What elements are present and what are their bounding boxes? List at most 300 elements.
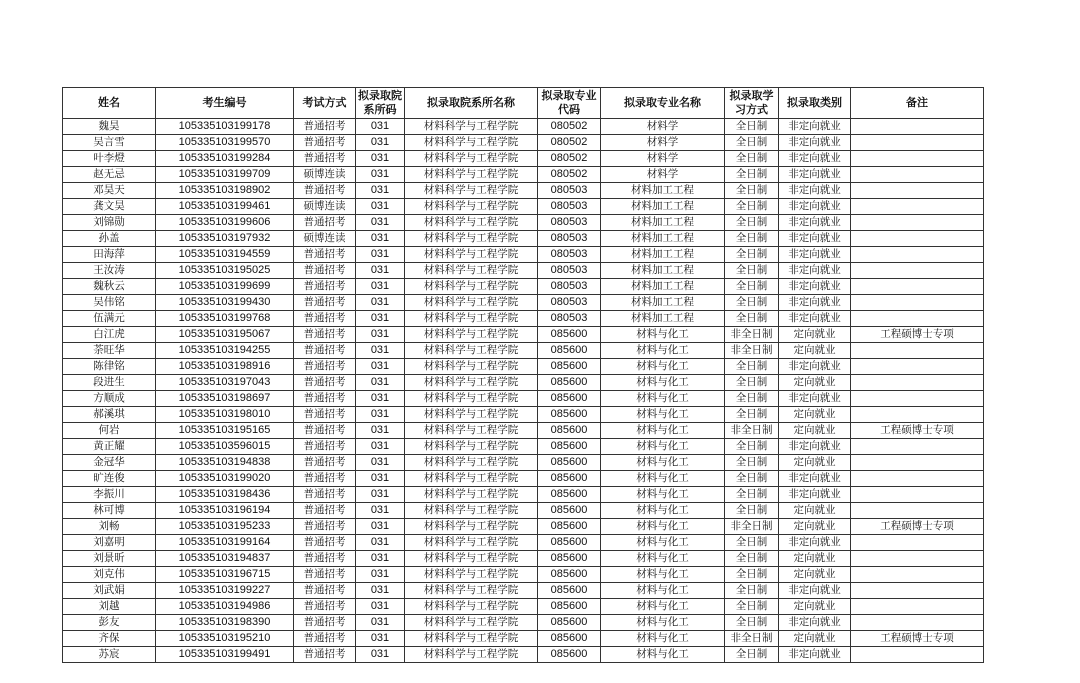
cell-name: 赵无忌 <box>63 167 156 183</box>
table-row <box>63 295 984 311</box>
table-row <box>63 199 984 215</box>
cell-category: 定向就业 <box>779 567 851 583</box>
cell-major-code: 080503 <box>538 215 601 231</box>
cell-exam-method: 普通招考 <box>294 407 356 423</box>
cell-name: 荼旺华 <box>63 343 156 359</box>
cell-exam-method: 普通招考 <box>294 551 356 567</box>
cell-remark <box>851 455 984 471</box>
cell-study-mode: 全日制 <box>725 167 779 183</box>
cell-major-name: 材料加工工程 <box>601 183 725 199</box>
cell-exam-id: 105335103198010 <box>156 407 294 423</box>
cell-exam-method: 普通招考 <box>294 455 356 471</box>
cell-exam-method: 普通招考 <box>294 583 356 599</box>
table-row <box>63 231 984 247</box>
cell-exam-method: 普通招考 <box>294 567 356 583</box>
cell-study-mode: 全日制 <box>725 247 779 263</box>
cell-category: 非定向就业 <box>779 439 851 455</box>
cell-name: 郝溪琪 <box>63 407 156 423</box>
cell-study-mode: 全日制 <box>725 119 779 135</box>
cell-category: 非定向就业 <box>779 263 851 279</box>
cell-dept-code: 031 <box>356 151 405 167</box>
cell-remark <box>851 295 984 311</box>
cell-dept-code: 031 <box>356 167 405 183</box>
cell-dept-code: 031 <box>356 503 405 519</box>
cell-remark <box>851 407 984 423</box>
cell-major-code: 085600 <box>538 455 601 471</box>
cell-dept-code: 031 <box>356 551 405 567</box>
cell-exam-method: 普通招考 <box>294 343 356 359</box>
cell-exam-id: 105335103199570 <box>156 135 294 151</box>
header-name: 姓名 <box>63 88 156 119</box>
cell-exam-method: 普通招考 <box>294 295 356 311</box>
cell-study-mode: 全日制 <box>725 279 779 295</box>
cell-category: 定向就业 <box>779 503 851 519</box>
header-exam-method: 考试方式 <box>294 88 356 119</box>
cell-dept-name: 材料科学与工程学院 <box>405 151 538 167</box>
cell-study-mode: 全日制 <box>725 615 779 631</box>
cell-major-name: 材料与化工 <box>601 423 725 439</box>
cell-category: 非定向就业 <box>779 231 851 247</box>
cell-major-name: 材料与化工 <box>601 647 725 663</box>
cell-remark <box>851 215 984 231</box>
cell-remark <box>851 135 984 151</box>
cell-remark <box>851 279 984 295</box>
cell-category: 非定向就业 <box>779 215 851 231</box>
cell-dept-name: 材料科学与工程学院 <box>405 215 538 231</box>
table-body <box>63 119 984 663</box>
table-row <box>63 599 984 615</box>
cell-dept-name: 材料科学与工程学院 <box>405 583 538 599</box>
cell-dept-code: 031 <box>356 135 405 151</box>
cell-exam-method: 普通招考 <box>294 391 356 407</box>
cell-name: 叶李燈 <box>63 151 156 167</box>
cell-remark: 工程硕博士专项 <box>851 327 984 343</box>
cell-remark <box>851 183 984 199</box>
cell-dept-name: 材料科学与工程学院 <box>405 471 538 487</box>
cell-major-code: 085600 <box>538 407 601 423</box>
cell-major-name: 材料与化工 <box>601 487 725 503</box>
cell-dept-name: 材料科学与工程学院 <box>405 423 538 439</box>
cell-dept-name: 材料科学与工程学院 <box>405 343 538 359</box>
cell-remark <box>851 647 984 663</box>
cell-dept-code: 031 <box>356 391 405 407</box>
cell-category: 定向就业 <box>779 631 851 647</box>
cell-major-name: 材料与化工 <box>601 327 725 343</box>
cell-major-code: 085600 <box>538 631 601 647</box>
table-row <box>63 567 984 583</box>
cell-exam-method: 普通招考 <box>294 503 356 519</box>
cell-name: 彭友 <box>63 615 156 631</box>
cell-name: 苏宸 <box>63 647 156 663</box>
cell-name: 田海萍 <box>63 247 156 263</box>
cell-major-code: 085600 <box>538 375 601 391</box>
cell-dept-name: 材料科学与工程学院 <box>405 599 538 615</box>
cell-major-code: 085600 <box>538 503 601 519</box>
cell-category: 非定向就业 <box>779 199 851 215</box>
cell-exam-method: 普通招考 <box>294 279 356 295</box>
cell-major-code: 085600 <box>538 471 601 487</box>
cell-category: 非定向就业 <box>779 295 851 311</box>
cell-category: 非定向就业 <box>779 471 851 487</box>
cell-major-name: 材料加工工程 <box>601 215 725 231</box>
cell-exam-id: 105335103198697 <box>156 391 294 407</box>
cell-remark <box>851 343 984 359</box>
cell-exam-method: 硕博连读 <box>294 231 356 247</box>
cell-name: 李振川 <box>63 487 156 503</box>
cell-dept-name: 材料科学与工程学院 <box>405 503 538 519</box>
cell-major-code: 080503 <box>538 231 601 247</box>
cell-major-name: 材料与化工 <box>601 407 725 423</box>
cell-study-mode: 全日制 <box>725 439 779 455</box>
cell-category: 非定向就业 <box>779 247 851 263</box>
cell-dept-code: 031 <box>356 311 405 327</box>
cell-major-code: 080502 <box>538 151 601 167</box>
cell-exam-id: 105335103194986 <box>156 599 294 615</box>
cell-remark <box>851 263 984 279</box>
cell-name: 金冠华 <box>63 455 156 471</box>
cell-study-mode: 全日制 <box>725 375 779 391</box>
cell-study-mode: 全日制 <box>725 151 779 167</box>
cell-study-mode: 全日制 <box>725 455 779 471</box>
header-major-name: 拟录取专业名称 <box>601 88 725 119</box>
cell-major-name: 材料与化工 <box>601 439 725 455</box>
cell-dept-code: 031 <box>356 295 405 311</box>
table-row <box>63 135 984 151</box>
table-row <box>63 503 984 519</box>
cell-exam-method: 普通招考 <box>294 375 356 391</box>
cell-exam-id: 105335103197043 <box>156 375 294 391</box>
cell-exam-method: 普通招考 <box>294 247 356 263</box>
cell-major-code: 080503 <box>538 183 601 199</box>
cell-dept-code: 031 <box>356 375 405 391</box>
cell-major-code: 080502 <box>538 167 601 183</box>
table-row <box>63 455 984 471</box>
cell-name: 孙盖 <box>63 231 156 247</box>
cell-name: 黄正耀 <box>63 439 156 455</box>
cell-study-mode: 全日制 <box>725 487 779 503</box>
cell-major-name: 材料与化工 <box>601 343 725 359</box>
cell-dept-name: 材料科学与工程学院 <box>405 551 538 567</box>
cell-remark <box>851 615 984 631</box>
cell-dept-code: 031 <box>356 247 405 263</box>
cell-study-mode: 非全日制 <box>725 631 779 647</box>
cell-name: 邓昊天 <box>63 183 156 199</box>
cell-major-name: 材料与化工 <box>601 615 725 631</box>
cell-remark <box>851 471 984 487</box>
cell-major-name: 材料与化工 <box>601 375 725 391</box>
cell-exam-method: 硕博连读 <box>294 199 356 215</box>
cell-exam-id: 105335103195210 <box>156 631 294 647</box>
cell-exam-id: 105335103199164 <box>156 535 294 551</box>
table-row <box>63 583 984 599</box>
cell-category: 定向就业 <box>779 343 851 359</box>
header-dept-name: 拟录取院系所名称 <box>405 88 538 119</box>
cell-remark <box>851 439 984 455</box>
cell-exam-method: 普通招考 <box>294 359 356 375</box>
table-row <box>63 375 984 391</box>
cell-dept-code: 031 <box>356 535 405 551</box>
cell-name: 吴伟铭 <box>63 295 156 311</box>
cell-exam-method: 普通招考 <box>294 535 356 551</box>
cell-name: 旷连俊 <box>63 471 156 487</box>
cell-name: 何岩 <box>63 423 156 439</box>
cell-category: 非定向就业 <box>779 279 851 295</box>
cell-remark <box>851 199 984 215</box>
admission-list-table <box>62 87 984 663</box>
cell-major-name: 材料学 <box>601 135 725 151</box>
cell-major-name: 材料学 <box>601 151 725 167</box>
cell-major-code: 085600 <box>538 487 601 503</box>
cell-dept-code: 031 <box>356 439 405 455</box>
table-row <box>63 471 984 487</box>
table-row <box>63 183 984 199</box>
cell-dept-name: 材料科学与工程学院 <box>405 167 538 183</box>
cell-study-mode: 全日制 <box>725 199 779 215</box>
cell-category: 定向就业 <box>779 551 851 567</box>
cell-major-code: 085600 <box>538 359 601 375</box>
cell-major-code: 085600 <box>538 615 601 631</box>
cell-exam-id: 105335103596015 <box>156 439 294 455</box>
cell-exam-method: 普通招考 <box>294 615 356 631</box>
header-remark: 备注 <box>851 88 984 119</box>
cell-major-name: 材料加工工程 <box>601 279 725 295</box>
cell-name: 龚文昊 <box>63 199 156 215</box>
cell-dept-code: 031 <box>356 647 405 663</box>
cell-remark <box>851 359 984 375</box>
cell-major-name: 材料与化工 <box>601 391 725 407</box>
cell-major-code: 085600 <box>538 551 601 567</box>
cell-dept-name: 材料科学与工程学院 <box>405 615 538 631</box>
cell-dept-code: 031 <box>356 423 405 439</box>
cell-remark: 工程硕博士专项 <box>851 423 984 439</box>
cell-study-mode: 全日制 <box>725 407 779 423</box>
cell-exam-id: 105335103194837 <box>156 551 294 567</box>
cell-exam-id: 105335103198390 <box>156 615 294 631</box>
table-row <box>63 119 984 135</box>
cell-name: 林可博 <box>63 503 156 519</box>
cell-dept-code: 031 <box>356 583 405 599</box>
cell-exam-id: 105335103195025 <box>156 263 294 279</box>
header-category: 拟录取类别 <box>779 88 851 119</box>
table-row <box>63 311 984 327</box>
cell-major-name: 材料加工工程 <box>601 199 725 215</box>
cell-exam-method: 普通招考 <box>294 647 356 663</box>
cell-dept-code: 031 <box>356 183 405 199</box>
cell-major-code: 085600 <box>538 535 601 551</box>
cell-name: 方顺成 <box>63 391 156 407</box>
table-row <box>63 519 984 535</box>
cell-major-code: 085600 <box>538 583 601 599</box>
cell-category: 非定向就业 <box>779 135 851 151</box>
cell-study-mode: 非全日制 <box>725 423 779 439</box>
table-row <box>63 215 984 231</box>
cell-name: 刘武娟 <box>63 583 156 599</box>
cell-major-code: 080503 <box>538 263 601 279</box>
cell-exam-method: 普通招考 <box>294 519 356 535</box>
cell-major-name: 材料加工工程 <box>601 263 725 279</box>
cell-major-name: 材料与化工 <box>601 599 725 615</box>
cell-category: 定向就业 <box>779 455 851 471</box>
cell-major-code: 085600 <box>538 327 601 343</box>
cell-category: 定向就业 <box>779 519 851 535</box>
cell-dept-name: 材料科学与工程学院 <box>405 295 538 311</box>
cell-dept-name: 材料科学与工程学院 <box>405 119 538 135</box>
cell-category: 定向就业 <box>779 375 851 391</box>
cell-major-code: 085600 <box>538 439 601 455</box>
cell-exam-method: 普通招考 <box>294 119 356 135</box>
cell-remark <box>851 567 984 583</box>
cell-remark <box>851 599 984 615</box>
cell-exam-method: 普通招考 <box>294 439 356 455</box>
cell-category: 非定向就业 <box>779 151 851 167</box>
cell-study-mode: 全日制 <box>725 583 779 599</box>
cell-remark <box>851 583 984 599</box>
cell-dept-name: 材料科学与工程学院 <box>405 135 538 151</box>
cell-major-name: 材料与化工 <box>601 631 725 647</box>
table-row <box>63 247 984 263</box>
cell-dept-name: 材料科学与工程学院 <box>405 519 538 535</box>
cell-name: 刘克伟 <box>63 567 156 583</box>
table-row <box>63 151 984 167</box>
cell-remark <box>851 551 984 567</box>
cell-dept-code: 031 <box>356 615 405 631</box>
cell-name: 白江虎 <box>63 327 156 343</box>
cell-study-mode: 全日制 <box>725 647 779 663</box>
table-row <box>63 343 984 359</box>
cell-remark <box>851 391 984 407</box>
cell-category: 非定向就业 <box>779 119 851 135</box>
cell-exam-id: 105335103195067 <box>156 327 294 343</box>
cell-dept-code: 031 <box>356 487 405 503</box>
cell-exam-id: 105335103196715 <box>156 567 294 583</box>
cell-name: 齐保 <box>63 631 156 647</box>
cell-exam-id: 105335103199178 <box>156 119 294 135</box>
cell-category: 定向就业 <box>779 599 851 615</box>
cell-name: 伍满元 <box>63 311 156 327</box>
cell-exam-method: 普通招考 <box>294 423 356 439</box>
cell-study-mode: 全日制 <box>725 135 779 151</box>
cell-remark <box>851 231 984 247</box>
cell-name: 刘越 <box>63 599 156 615</box>
table-row <box>63 263 984 279</box>
cell-exam-method: 普通招考 <box>294 183 356 199</box>
table-row <box>63 167 984 183</box>
cell-exam-id: 105335103199430 <box>156 295 294 311</box>
cell-exam-id: 105335103198902 <box>156 183 294 199</box>
cell-exam-id: 105335103199227 <box>156 583 294 599</box>
cell-dept-code: 031 <box>356 567 405 583</box>
cell-dept-name: 材料科学与工程学院 <box>405 407 538 423</box>
cell-dept-name: 材料科学与工程学院 <box>405 631 538 647</box>
cell-exam-id: 105335103199461 <box>156 199 294 215</box>
table-row <box>63 327 984 343</box>
cell-category: 定向就业 <box>779 327 851 343</box>
cell-exam-id: 105335103199606 <box>156 215 294 231</box>
cell-remark <box>851 503 984 519</box>
cell-exam-method: 普通招考 <box>294 487 356 503</box>
cell-study-mode: 全日制 <box>725 295 779 311</box>
cell-dept-code: 031 <box>356 455 405 471</box>
table-header-row <box>63 88 984 119</box>
cell-exam-id: 105335103199709 <box>156 167 294 183</box>
cell-exam-method: 普通招考 <box>294 311 356 327</box>
cell-exam-method: 普通招考 <box>294 631 356 647</box>
cell-dept-name: 材料科学与工程学院 <box>405 199 538 215</box>
cell-dept-code: 031 <box>356 327 405 343</box>
cell-major-name: 材料与化工 <box>601 519 725 535</box>
cell-study-mode: 非全日制 <box>725 519 779 535</box>
cell-major-name: 材料加工工程 <box>601 247 725 263</box>
cell-category: 非定向就业 <box>779 583 851 599</box>
cell-dept-name: 材料科学与工程学院 <box>405 327 538 343</box>
header-dept-code: 拟录取院系所码 <box>356 88 405 119</box>
cell-dept-code: 031 <box>356 471 405 487</box>
cell-exam-method: 普通招考 <box>294 135 356 151</box>
cell-major-name: 材料加工工程 <box>601 311 725 327</box>
cell-dept-code: 031 <box>356 407 405 423</box>
cell-exam-id: 105335103199768 <box>156 311 294 327</box>
cell-category: 非定向就业 <box>779 359 851 375</box>
cell-dept-name: 材料科学与工程学院 <box>405 647 538 663</box>
cell-exam-method: 普通招考 <box>294 215 356 231</box>
cell-remark <box>851 167 984 183</box>
cell-remark: 工程硕博士专项 <box>851 631 984 647</box>
cell-major-code: 085600 <box>538 391 601 407</box>
table-row <box>63 487 984 503</box>
cell-dept-code: 031 <box>356 231 405 247</box>
cell-major-name: 材料与化工 <box>601 567 725 583</box>
table-row <box>63 391 984 407</box>
cell-exam-id: 105335103198916 <box>156 359 294 375</box>
cell-name: 刘锦勋 <box>63 215 156 231</box>
cell-study-mode: 全日制 <box>725 551 779 567</box>
cell-major-name: 材料与化工 <box>601 455 725 471</box>
cell-major-code: 080503 <box>538 279 601 295</box>
cell-exam-id: 105335103194838 <box>156 455 294 471</box>
cell-major-name: 材料与化工 <box>601 503 725 519</box>
table-row <box>63 407 984 423</box>
cell-study-mode: 全日制 <box>725 503 779 519</box>
cell-dept-name: 材料科学与工程学院 <box>405 279 538 295</box>
cell-name: 王汝涛 <box>63 263 156 279</box>
cell-category: 非定向就业 <box>779 647 851 663</box>
cell-exam-id: 105335103194255 <box>156 343 294 359</box>
cell-major-name: 材料与化工 <box>601 583 725 599</box>
cell-exam-method: 普通招考 <box>294 471 356 487</box>
cell-exam-id: 105335103199284 <box>156 151 294 167</box>
cell-major-code: 080503 <box>538 247 601 263</box>
cell-exam-id: 105335103199491 <box>156 647 294 663</box>
table-row <box>63 439 984 455</box>
header-study-mode: 拟录取学习方式 <box>725 88 779 119</box>
cell-major-code: 080502 <box>538 135 601 151</box>
cell-dept-name: 材料科学与工程学院 <box>405 391 538 407</box>
cell-category: 非定向就业 <box>779 391 851 407</box>
table-row <box>63 535 984 551</box>
cell-major-name: 材料与化工 <box>601 359 725 375</box>
cell-exam-id: 105335103194559 <box>156 247 294 263</box>
cell-remark: 工程硕博士专项 <box>851 519 984 535</box>
cell-dept-code: 031 <box>356 263 405 279</box>
cell-remark <box>851 487 984 503</box>
cell-major-code: 085600 <box>538 647 601 663</box>
cell-major-name: 材料加工工程 <box>601 231 725 247</box>
cell-category: 非定向就业 <box>779 615 851 631</box>
cell-remark <box>851 311 984 327</box>
cell-name: 刘畅 <box>63 519 156 535</box>
cell-exam-id: 105335103199699 <box>156 279 294 295</box>
cell-dept-name: 材料科学与工程学院 <box>405 439 538 455</box>
